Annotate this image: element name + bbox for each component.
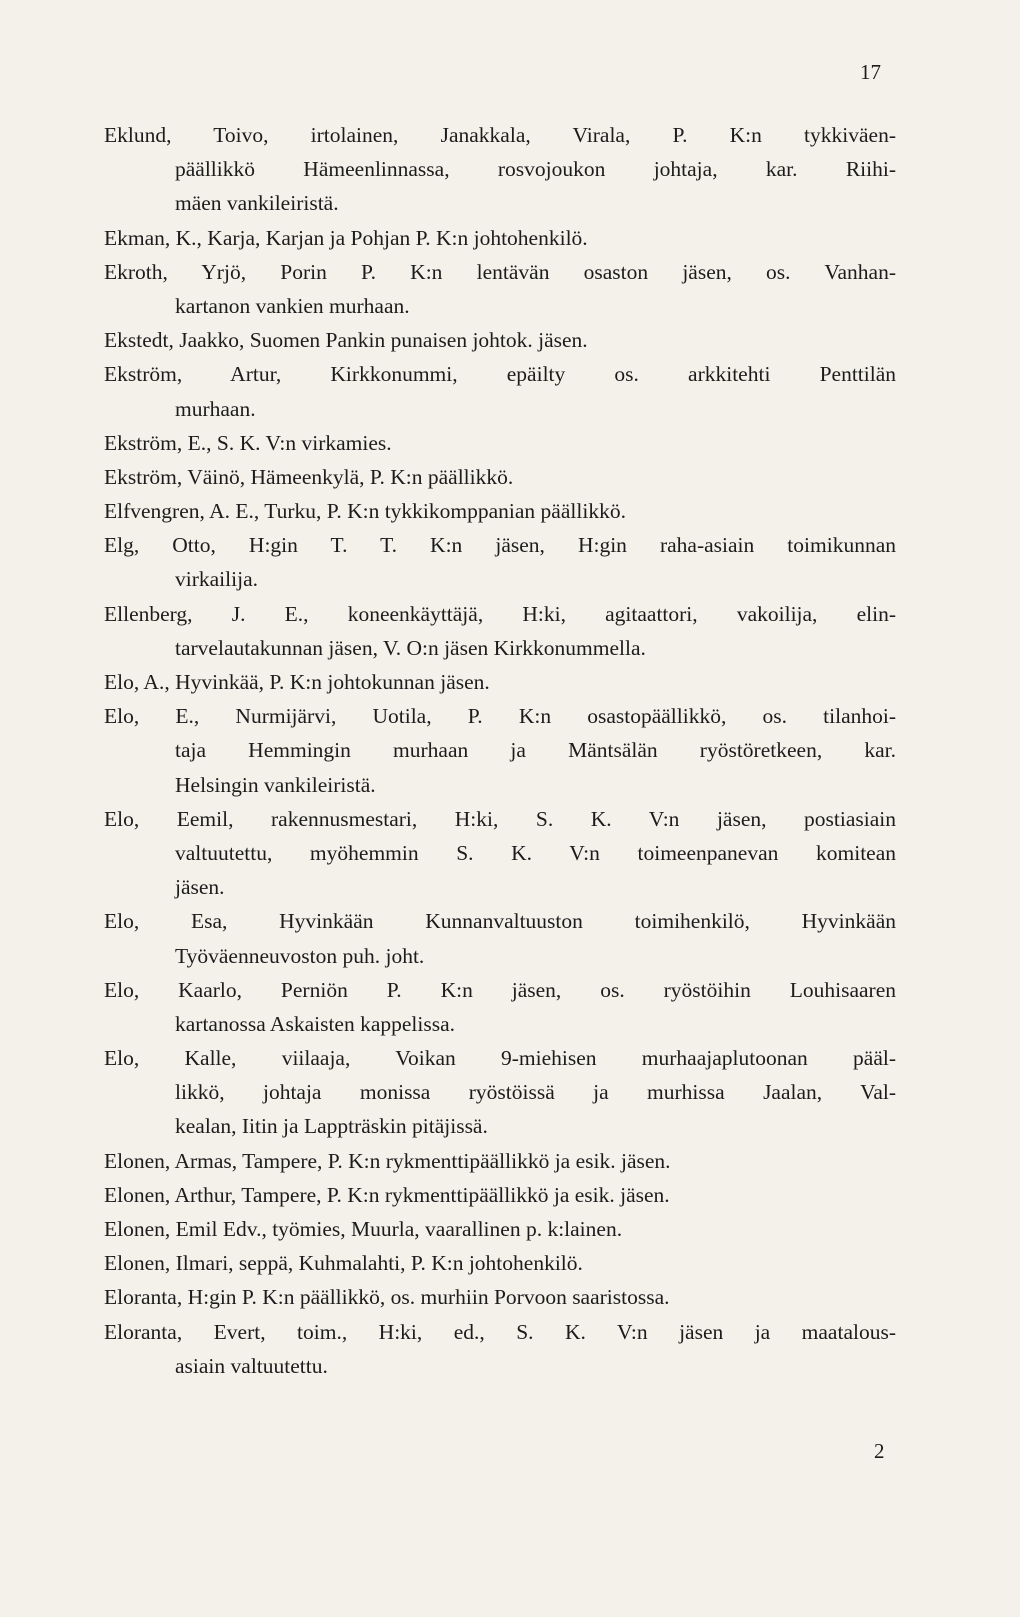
sheet-signature-mark: 2 bbox=[874, 1439, 885, 1463]
entry-line: asiain valtuutettu. bbox=[175, 1353, 328, 1378]
entry-line: Elg, Otto, H:gin T. T. K:n jäsen, H:gin raha-asiain toimikunnan bbox=[104, 533, 896, 558]
entry-line: kealan, Iitin ja Lappträskin pitäjissä. bbox=[175, 1114, 488, 1139]
entry-line: Työväenneuvoston puh. joht. bbox=[175, 943, 425, 968]
entry-line: Elonen, Arthur, Tampere, P. K:n rykmenttipäällikkö ja esik. jäsen. bbox=[104, 1182, 670, 1207]
entry-line: Ekroth, Yrjö, Porin P. K:n lentävän osaston jäsen, os. Vanhan- bbox=[104, 259, 896, 284]
entry-line: Elo, A., Hyvinkää, P. K:n johtokunnan jäsen. bbox=[104, 670, 490, 694]
entry-line: Elfvengren, A. E., Turku, P. K:n tykkikomppanian päällikkö. bbox=[104, 499, 626, 524]
entry-line: Elo, Kalle, viilaaja, Voikan 9-miehisen murhaajaplutoonan pääl- bbox=[104, 1046, 896, 1071]
entry-line: mäen vankileiristä. bbox=[175, 191, 339, 216]
entry-line: taja Hemmingin murhaan ja Mäntsälän ryöstöretkeen, kar. bbox=[175, 738, 896, 763]
entry-line: virkailija. bbox=[175, 567, 258, 592]
entry-line: Ekström, E., S. K. V:n virkamies. bbox=[104, 430, 392, 455]
entry-line: Helsingin vankileiristä. bbox=[175, 772, 376, 797]
page-number: 17 bbox=[860, 60, 881, 84]
entry-line: Elo, Esa, Hyvinkään Kunnanvaltuuston toimihenkilö, Hyvinkään bbox=[104, 909, 896, 934]
entry-line: Ekman, K., Karja, Karjan ja Pohjan P. K:n johtohenkilö. bbox=[104, 225, 588, 250]
entry-line: Elonen, Ilmari, seppä, Kuhmalahti, P. K:n johtohenkilö. bbox=[104, 1251, 583, 1276]
entry-line: päällikkö Hämeenlinnassa, rosvojoukon johtaja, kar. Riihi- bbox=[175, 157, 896, 182]
entry-line: likkö, johtaja monissa ryöstöissä ja murhissa Jaalan, Val- bbox=[175, 1080, 896, 1105]
entry-line: Ekström, Väinö, Hämeenkylä, P. K:n päällikkö. bbox=[104, 464, 514, 489]
entry-line: Ekstedt, Jaakko, Suomen Pankin punaisen johtok. jäsen. bbox=[104, 328, 588, 353]
entry-line: Elo, Eemil, rakennusmestari, H:ki, S. K. V:n jäsen, postiasiain bbox=[104, 806, 896, 831]
entry-line: tarvelautakunnan jäsen, V. O:n jäsen Kirkkonummella. bbox=[175, 635, 646, 660]
entry-line: murhaan. bbox=[175, 396, 256, 421]
entry-line: kartanon vankien murhaan. bbox=[175, 293, 410, 318]
entry-line: Ekström, Artur, Kirkkonummi, epäilty os. arkkitehti Penttilän bbox=[104, 362, 896, 387]
entry-line: Eloranta, H:gin P. K:n päällikkö, os. murhiin Porvoon saaristossa. bbox=[104, 1285, 670, 1310]
entry-line: Eklund, Toivo, irtolainen, Janakkala, Virala, P. K:n tykkiväen- bbox=[104, 123, 896, 147]
entry-list bbox=[104, 118, 896, 1383]
entry-line: Elo, Kaarlo, Perniön P. K:n jäsen, os. ryöstöihin Louhisaaren bbox=[104, 977, 896, 1002]
entry-line: jäsen. bbox=[175, 875, 225, 900]
entry-line: Elo, E., Nurmijärvi, Uotila, P. K:n osastopäällikkö, os. tilanhoi- bbox=[104, 704, 896, 729]
entry-line: Eloranta, Evert, toim., H:ki, ed., S. K. V:n jäsen ja maatalous- bbox=[104, 1319, 896, 1344]
entry-line: kartanossa Askaisten kappelissa. bbox=[175, 1011, 456, 1036]
entry-line: valtuutettu, myöhemmin S. K. V:n toimeenpanevan komitean bbox=[175, 840, 896, 865]
entry-line: Ellenberg, J. E., koneenkäyttäjä, H:ki, agitaattori, vakoilija, elin- bbox=[104, 601, 896, 626]
entry-line: Elonen, Armas, Tampere, P. K:n rykmenttipäällikkö ja esik. jäsen. bbox=[104, 1148, 671, 1173]
entry-line: Elonen, Emil Edv., työmies, Muurla, vaarallinen p. k:lainen. bbox=[104, 1217, 623, 1241]
